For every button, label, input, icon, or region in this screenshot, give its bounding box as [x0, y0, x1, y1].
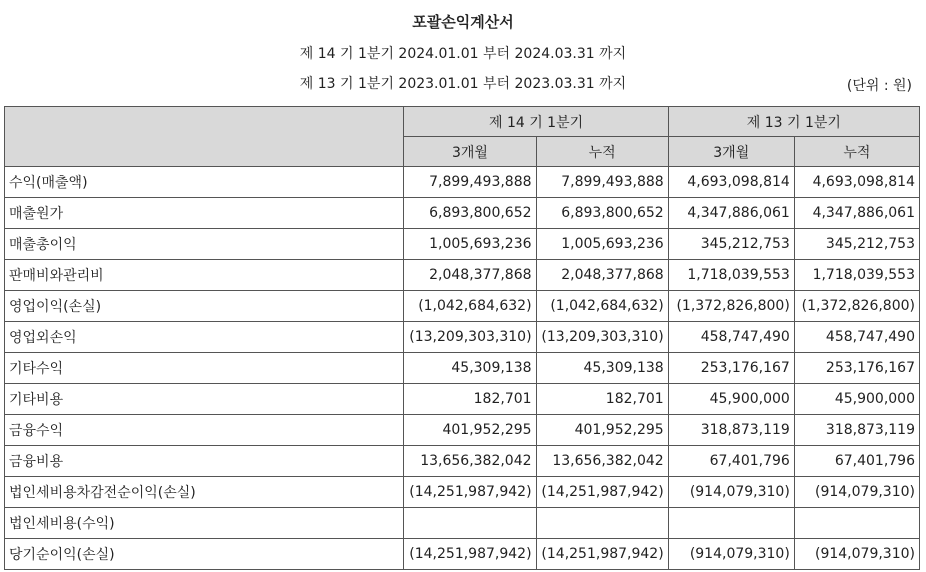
amount-cell: (14,251,987,942) [536, 477, 668, 508]
amount-cell: 345,212,753 [794, 229, 919, 260]
amount-cell: 4,693,098,814 [668, 167, 794, 198]
amount-cell: (1,372,826,800) [794, 291, 919, 322]
row-label: 법인세비용(수익) [5, 508, 404, 539]
table-row [5, 260, 920, 291]
row-label: 금융수익 [5, 415, 404, 446]
amount-cell [404, 508, 536, 539]
amount-cell: 253,176,167 [668, 353, 794, 384]
amount-cell: (914,079,310) [668, 477, 794, 508]
amount-cell: (914,079,310) [794, 539, 919, 570]
amount-cell: 7,899,493,888 [404, 167, 536, 198]
amount-cell: 318,873,119 [668, 415, 794, 446]
amount-cell: 45,309,138 [404, 353, 536, 384]
amount-cell: 253,176,167 [794, 353, 919, 384]
statement-title: 포괄손익계산서 [412, 13, 514, 31]
sub-header-cumulative: 누적 [536, 137, 668, 167]
amount-cell: (14,251,987,942) [536, 539, 668, 570]
group-header-prior: 제 13 기 1분기 [668, 107, 919, 137]
amount-cell: (1,042,684,632) [404, 291, 536, 322]
amount-cell: 182,701 [536, 384, 668, 415]
row-label: 매출총이익 [5, 229, 404, 260]
amount-cell: 67,401,796 [794, 446, 919, 477]
amount-cell: 1,718,039,553 [794, 260, 919, 291]
amount-cell: 345,212,753 [668, 229, 794, 260]
amount-cell: 6,893,800,652 [536, 198, 668, 229]
amount-cell: (914,079,310) [668, 539, 794, 570]
table-row [5, 508, 920, 539]
account-header-cell [5, 107, 404, 167]
row-label: 법인세비용차감전순이익(손실) [5, 477, 404, 508]
amount-cell: (914,079,310) [794, 477, 919, 508]
table-row [5, 198, 920, 229]
amount-cell: 4,347,886,061 [794, 198, 919, 229]
amount-cell: 4,693,098,814 [794, 167, 919, 198]
sub-header-3months: 3개월 [668, 137, 794, 167]
period-prior: 제 13 기 1분기 2023.01.01 부터 2023.03.31 까지 [299, 76, 627, 92]
amount-cell: 45,900,000 [668, 384, 794, 415]
amount-cell: 13,656,382,042 [404, 446, 536, 477]
amount-cell [536, 508, 668, 539]
table-row [5, 415, 920, 446]
amount-cell: 6,893,800,652 [404, 198, 536, 229]
amount-cell: 401,952,295 [536, 415, 668, 446]
amount-cell: 45,309,138 [536, 353, 668, 384]
amount-cell: 1,718,039,553 [668, 260, 794, 291]
amount-cell: 2,048,377,868 [536, 260, 668, 291]
amount-cell: 45,900,000 [794, 384, 919, 415]
amount-cell: 1,005,693,236 [536, 229, 668, 260]
table-row [5, 477, 920, 508]
amount-cell: 182,701 [404, 384, 536, 415]
row-label: 기타수익 [5, 353, 404, 384]
amount-cell: (13,209,303,310) [404, 322, 536, 353]
row-label: 기타비용 [5, 384, 404, 415]
group-header-row [5, 107, 920, 137]
amount-cell: (14,251,987,942) [404, 477, 536, 508]
amount-cell: 458,747,490 [794, 322, 919, 353]
amount-cell: 458,747,490 [668, 322, 794, 353]
amount-cell: 1,005,693,236 [404, 229, 536, 260]
table-row [5, 353, 920, 384]
amount-cell [668, 508, 794, 539]
amount-cell: 67,401,796 [668, 446, 794, 477]
row-label: 금융비용 [5, 446, 404, 477]
row-label: 당기순이익(손실) [5, 539, 404, 570]
row-label: 영업이익(손실) [5, 291, 404, 322]
group-header-current: 제 14 기 1분기 [404, 107, 668, 137]
period-current: 제 14 기 1분기 2024.01.01 부터 2024.03.31 까지 [299, 46, 627, 62]
amount-cell: 7,899,493,888 [536, 167, 668, 198]
amount-cell: 401,952,295 [404, 415, 536, 446]
table-row [5, 167, 920, 198]
unit-label: (단위 : 원) [846, 78, 912, 94]
amount-cell: (1,372,826,800) [668, 291, 794, 322]
row-label: 매출원가 [5, 198, 404, 229]
table-row [5, 384, 920, 415]
row-label: 판매비와관리비 [5, 260, 404, 291]
amount-cell: 318,873,119 [794, 415, 919, 446]
table-row [5, 229, 920, 260]
amount-cell: 4,347,886,061 [668, 198, 794, 229]
sub-header-cumulative: 누적 [794, 137, 919, 167]
amount-cell: (13,209,303,310) [536, 322, 668, 353]
sub-header-3months: 3개월 [404, 137, 536, 167]
table-row [5, 291, 920, 322]
amount-cell: 2,048,377,868 [404, 260, 536, 291]
amount-cell [794, 508, 919, 539]
table-row [5, 539, 920, 570]
amount-cell: (1,042,684,632) [536, 291, 668, 322]
amount-cell: (14,251,987,942) [404, 539, 536, 570]
amount-cell: 13,656,382,042 [536, 446, 668, 477]
row-label: 수익(매출액) [5, 167, 404, 198]
table-row [5, 446, 920, 477]
row-label: 영업외손익 [5, 322, 404, 353]
table-row [5, 322, 920, 353]
income-statement-table [4, 106, 920, 570]
